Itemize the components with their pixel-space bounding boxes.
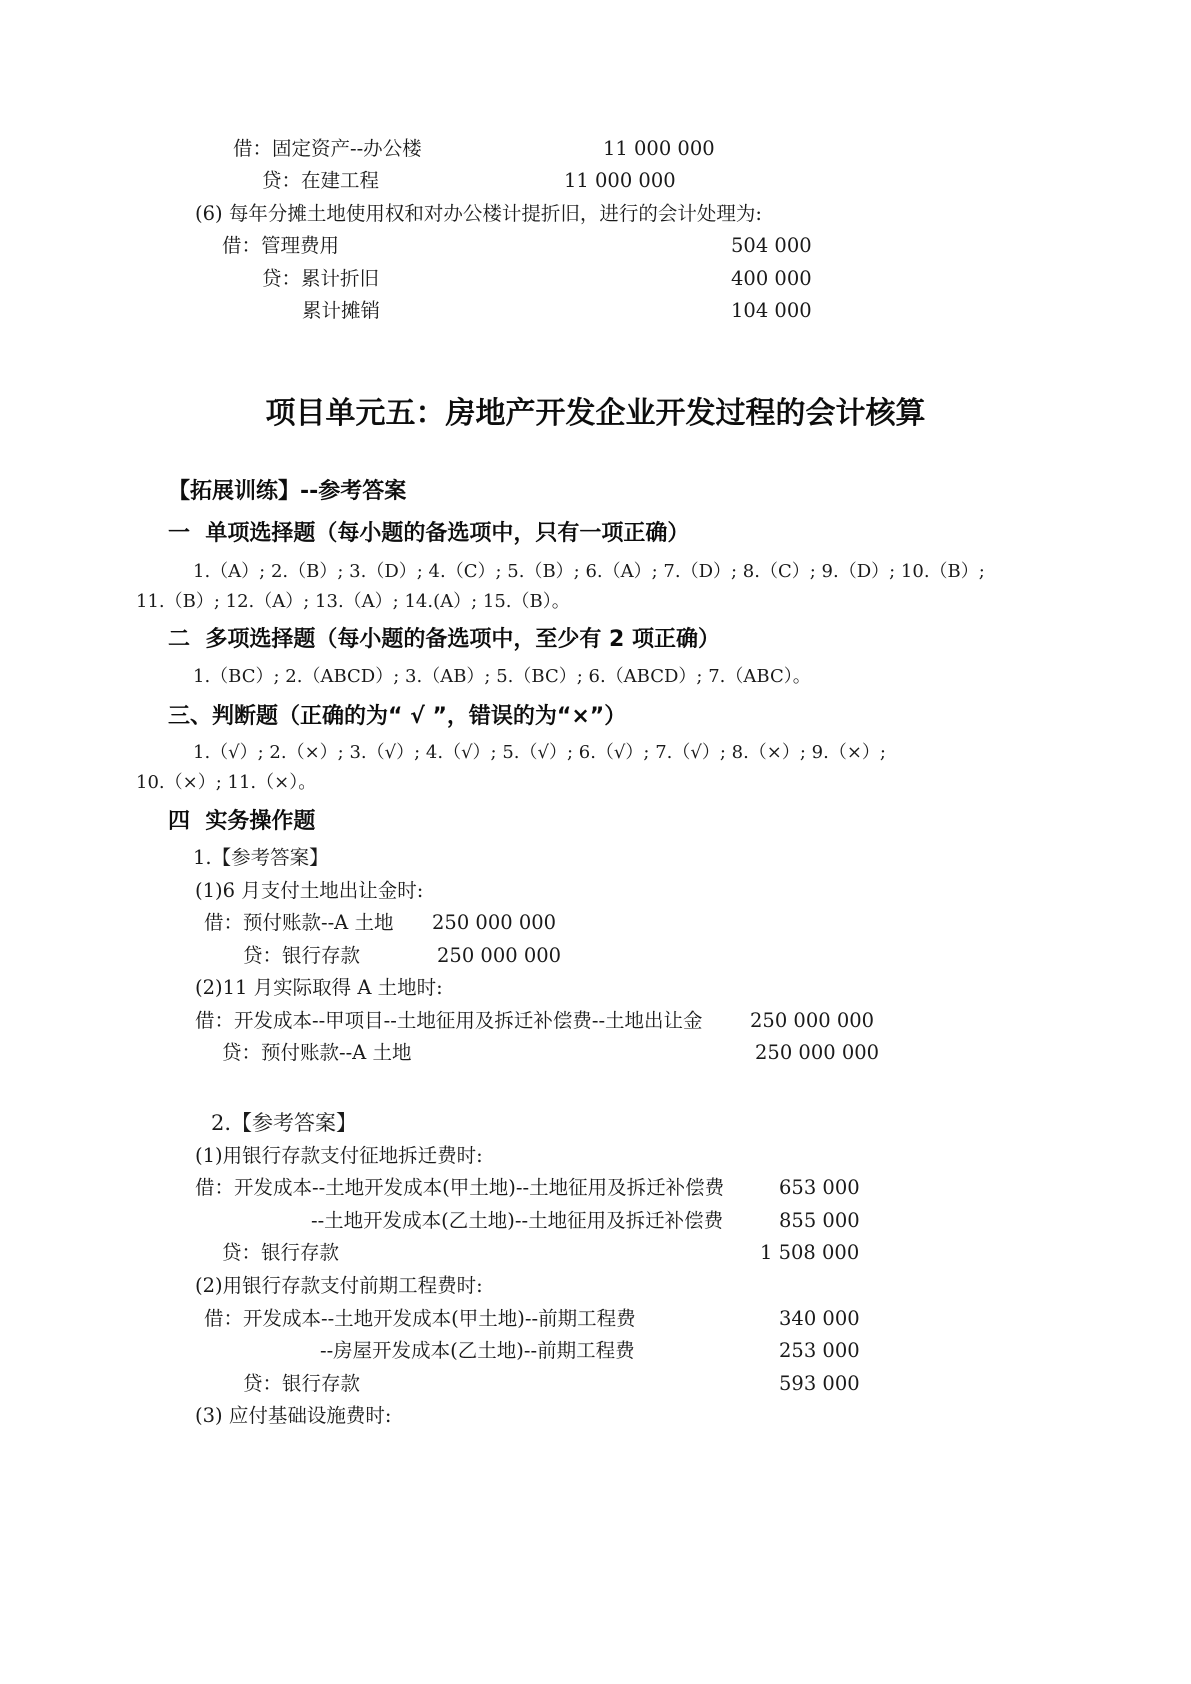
- q2-step-3: (3) 应付基础设施费时:: [195, 1404, 392, 1427]
- q1-step-1: (1)6 月支付土地出让金时:: [195, 879, 424, 902]
- q1-entry-credit: 贷：银行存款: [243, 944, 361, 967]
- entry-amount: 250 000 000: [750, 1009, 875, 1032]
- entry-debit-admin-expense: 借：管理费用: [222, 234, 340, 257]
- unit-title: 项目单元五：房地产开发企业开发过程的会计核算: [265, 396, 926, 431]
- true-false-answers-1: 1.（√）; 2.（×）; 3.（√）; 4.（√）; 5.（√）; 6.（√）; 7.（√）; 8.（×）; 9.（×）;: [193, 742, 886, 763]
- entry-amount: 250 000 000: [432, 911, 557, 934]
- true-false-answers-2: 10.（×）; 11.（×）。: [136, 772, 317, 793]
- q2-entry-debit-2-cont: --房屋开发成本(乙土地)--前期工程费: [320, 1339, 635, 1362]
- q2-step-1: (1)用银行存款支付征地拆迁费时:: [195, 1144, 483, 1167]
- q2-entry-credit-2: 贷：银行存款: [243, 1372, 361, 1395]
- entry-amount: 11 000 000: [603, 137, 715, 160]
- step-6-description: (6) 每年分摊土地使用权和对办公楼计提折旧，进行的会计处理为:: [195, 202, 762, 225]
- multi-choice-answers: 1.（BC）; 2.（ABCD）; 3.（AB）; 5.（BC）; 6.（ABCD）; 7.（ABC）。: [193, 666, 811, 687]
- q2-step-2: (2)用银行存款支付前期工程费时:: [195, 1274, 483, 1297]
- single-choice-answers-1: 1.（A）; 2.（B）; 3.（D）; 4.（C）; 5.（B）; 6.（A）; 7.（D）; 8.（C）; 9.（D）; 10.（B）;: [193, 561, 985, 582]
- entry-amount: 340 000: [779, 1307, 860, 1330]
- entry-amount: 11 000 000: [564, 169, 676, 192]
- entry-amount: 250 000 000: [437, 944, 562, 967]
- single-choice-answers-2: 11.（B）; 12.（A）; 13.（A）; 14.(A）; 15.（B）。: [136, 591, 570, 612]
- entry-amount: 1 508 000: [760, 1241, 860, 1264]
- entry-amount: 400 000: [731, 267, 812, 290]
- entry-amount: 253 000: [779, 1339, 860, 1362]
- section-heading: 【拓展训练】--参考答案: [168, 479, 407, 504]
- entry-amount: 504 000: [731, 234, 812, 257]
- q1-entry-debit: 借：预付账款--A 土地: [204, 911, 394, 934]
- question-2-label: 2.【参考答案】: [211, 1111, 358, 1135]
- true-false-heading: 三、判断题（正确的为“ √ ”，错误的为“×”）: [168, 704, 627, 729]
- question-1-label: 1.【参考答案】: [193, 846, 329, 869]
- entry-debit-fixed-assets: 借：固定资产--办公楼: [233, 137, 422, 160]
- practice-heading: 四 实务操作题: [168, 809, 316, 834]
- q1-entry-credit-2: 贷：预付账款--A 土地: [222, 1041, 412, 1064]
- q1-entry-debit-2: 借：开发成本--甲项目--土地征用及拆迁补偿费--土地出让金: [195, 1009, 703, 1032]
- entry-credit-amortization: 累计摊销: [302, 299, 381, 322]
- entry-amount: 250 000 000: [755, 1041, 880, 1064]
- entry-credit-construction: 贷：在建工程: [262, 169, 380, 192]
- entry-credit-depreciation: 贷：累计折旧: [262, 267, 380, 290]
- entry-amount: 593 000: [779, 1372, 860, 1395]
- entry-amount: 653 000: [779, 1176, 860, 1199]
- q1-step-2: (2)11 月实际取得 A 土地时:: [195, 976, 443, 999]
- multi-choice-heading: 二 多项选择题（每小题的备选项中，至少有 2 项正确）: [168, 627, 720, 652]
- q2-entry-debit-2: 借：开发成本--土地开发成本(甲土地)--前期工程费: [204, 1307, 636, 1330]
- q2-entry-debit: 借：开发成本--土地开发成本(甲土地)--土地征用及拆迁补偿费: [195, 1176, 725, 1199]
- entry-amount: 104 000: [731, 299, 812, 322]
- q2-entry-credit: 贷：银行存款: [222, 1241, 340, 1264]
- entry-amount: 855 000: [779, 1209, 860, 1232]
- q2-entry-debit-cont: --土地开发成本(乙土地)--土地征用及拆迁补偿费: [311, 1209, 724, 1232]
- single-choice-heading: 一 单项选择题（每小题的备选项中，只有一项正确）: [168, 521, 690, 546]
